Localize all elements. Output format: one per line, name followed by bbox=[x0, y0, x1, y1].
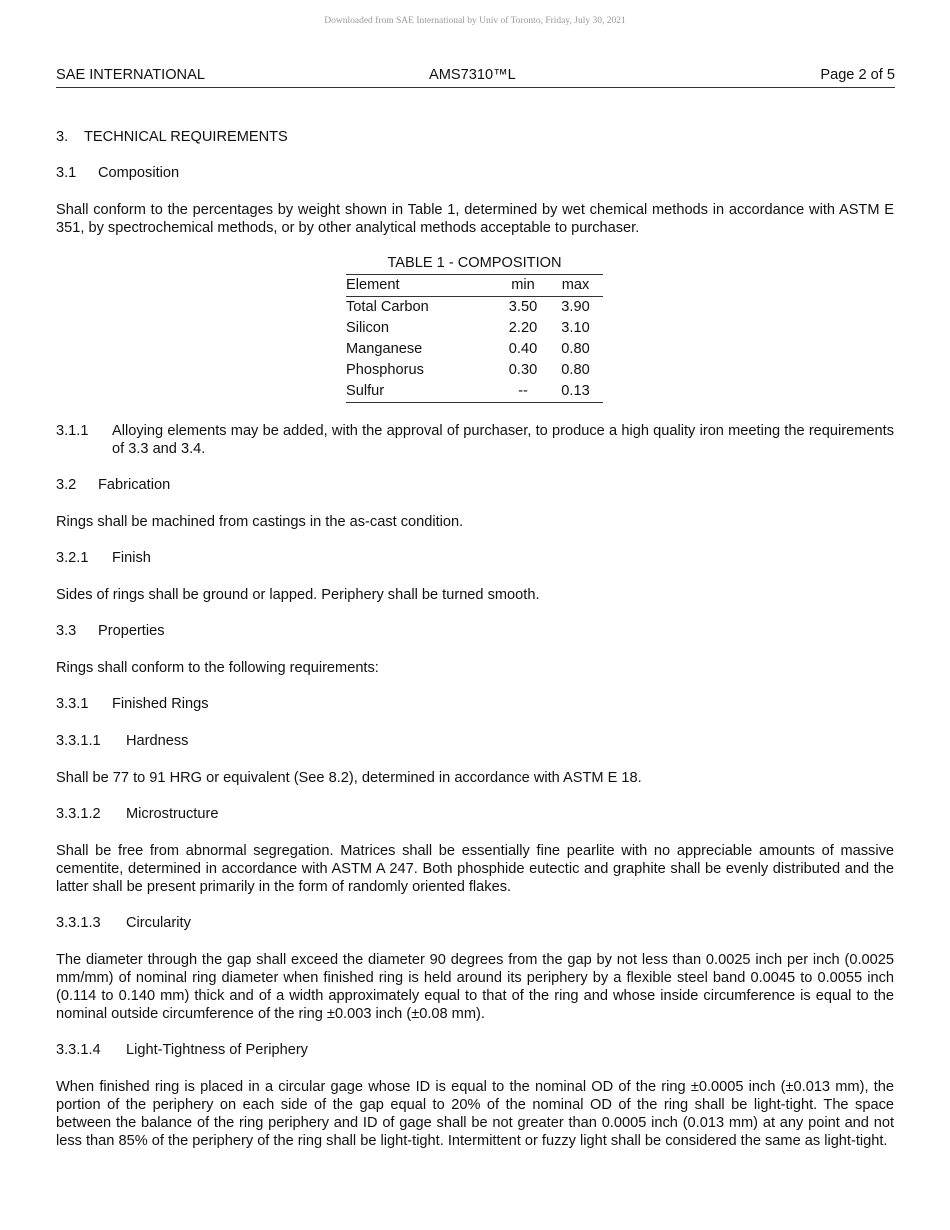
cell-min: 0.40 bbox=[508, 341, 538, 357]
section-number: 3.3 bbox=[56, 623, 77, 639]
column-header-min: min bbox=[511, 277, 535, 293]
cell-min: 0.30 bbox=[508, 362, 538, 378]
section-title: Microstructure bbox=[126, 806, 219, 822]
section-title: Hardness bbox=[126, 733, 189, 749]
section-3-2-text: Rings shall be machined from castings in the as-cast condition. bbox=[56, 514, 464, 530]
section-number: 3.3.1.2 bbox=[56, 806, 101, 822]
table-row bbox=[346, 318, 603, 339]
header-document-id: AMS7310™L bbox=[429, 67, 516, 83]
cell-max: 0.80 bbox=[561, 341, 590, 357]
table-row bbox=[346, 297, 603, 319]
cell-max: 0.13 bbox=[561, 383, 590, 399]
section-number: 3.3.1 bbox=[56, 696, 89, 712]
page-header bbox=[56, 67, 895, 88]
section-3-3-1-4-heading bbox=[56, 1041, 894, 1059]
cell-element: Sulfur bbox=[346, 383, 385, 399]
section-3-3-1-3-heading bbox=[56, 914, 894, 932]
section-3-3-text: Rings shall conform to the following requirements: bbox=[56, 660, 379, 676]
section-3-3-1-3-text: The diameter through the gap shall exceed the diameter 90 degrees from the gap by not less than 0.0025 inch per inch (0.0025 mm/mm) of nominal ring diameter when finished ring is held around its periphery by a flexible steel band 0.0045 to 0.0055 inch (0.114 to 0.140 mm) thick and of a width approximately equal to that of the ring and whose inside circumference is equal to the nominal outside circumference of the ring ±0.003 inch (±0.08 mm). bbox=[56, 952, 894, 1022]
section-title: Fabrication bbox=[98, 477, 171, 493]
cell-element: Manganese bbox=[346, 341, 423, 357]
section-3-1-1-text: Alloying elements may be added, with the approval of purchaser, to produce a high quality iron meeting the requirements of 3.3 and 3.4. bbox=[112, 423, 894, 457]
section-title: TECHNICAL REQUIREMENTS bbox=[84, 129, 288, 145]
section-title: Composition bbox=[98, 165, 180, 181]
table-row bbox=[346, 339, 603, 360]
section-number: 3.2 bbox=[56, 477, 77, 493]
section-title: Light-Tightness of Periphery bbox=[126, 1042, 308, 1058]
table-row bbox=[346, 381, 603, 403]
cell-max: 3.90 bbox=[561, 299, 590, 315]
section-3-2-1-heading bbox=[56, 549, 894, 567]
column-header-max: max bbox=[561, 277, 590, 293]
table-row bbox=[346, 360, 603, 381]
cell-min: 3.50 bbox=[508, 299, 538, 315]
cell-min: 2.20 bbox=[508, 320, 538, 336]
section-3-3-1-1-heading bbox=[56, 732, 894, 750]
document-body bbox=[56, 128, 894, 1150]
section-number: 3. bbox=[56, 129, 69, 145]
section-3-3-heading bbox=[56, 622, 894, 640]
section-3-1-1 bbox=[56, 422, 894, 458]
section-3-1-heading bbox=[56, 164, 894, 182]
section-title: Finished Rings bbox=[112, 696, 209, 712]
section-number: 3.3.1.1 bbox=[56, 733, 101, 749]
section-number: 3.1 bbox=[56, 165, 77, 181]
section-number: 3.2.1 bbox=[56, 550, 89, 566]
section-3-heading bbox=[56, 128, 894, 146]
header-organization: SAE INTERNATIONAL bbox=[56, 67, 205, 83]
section-title: Finish bbox=[112, 550, 151, 566]
cell-max: 0.80 bbox=[561, 362, 590, 378]
section-3-2-heading bbox=[56, 476, 894, 494]
section-3-3-1-heading bbox=[56, 695, 894, 713]
table-header-row bbox=[346, 275, 603, 297]
section-3-3-1-1-text: Shall be 77 to 91 HRG or equivalent (See 8.2), determined in accordance with ASTM E 18. bbox=[56, 770, 642, 786]
section-title: Circularity bbox=[126, 915, 191, 931]
composition-table bbox=[346, 254, 603, 403]
composition-table-grid bbox=[346, 274, 603, 403]
table-title: TABLE 1 - COMPOSITION bbox=[387, 255, 562, 271]
cell-element: Silicon bbox=[346, 320, 389, 336]
download-watermark: Downloaded from SAE International by Univ of Toronto, Friday, July 30, 2021 bbox=[324, 16, 626, 26]
cell-element: Phosphorus bbox=[346, 362, 424, 378]
section-number: 3.3.1.3 bbox=[56, 915, 101, 931]
column-header-element: Element bbox=[346, 277, 400, 293]
section-number: 3.1.1 bbox=[56, 423, 89, 439]
section-3-3-1-2-text: Shall be free from abnormal segregation. Matrices shall be essentially fine pearlite with no appreciable amounts of massive cementite, determined in accordance with ASTM A 247. Both phosphide eutectic and graphite shall be evenly distributed and the latter shall be present primarily in the form of randomly oriented flakes. bbox=[56, 843, 894, 895]
section-3-3-1-4-text: When finished ring is placed in a circular gage whose ID is equal to the nominal OD of the ring ±0.0005 inch (±0.013 mm), the portion of the periphery on each side of the gap equal to 20% of the nominal OD of the ring shall be light-tight. The space between the balance of the ring periphery and ID of gage shall be not greater than 0.0005 inch (0.013 mm) at any point and not less than 85% of the periphery of the ring shall be light-tight. Intermittent or fuzzy light shall be considered the same as light-tight. bbox=[56, 1079, 894, 1149]
section-number: 3.3.1.4 bbox=[56, 1042, 101, 1058]
cell-max: 3.10 bbox=[561, 320, 590, 336]
section-3-2-1-text: Sides of rings shall be ground or lapped. Periphery shall be turned smooth. bbox=[56, 587, 540, 603]
section-title: Properties bbox=[98, 623, 165, 639]
section-3-1-text: Shall conform to the percentages by weight shown in Table 1, determined by wet chemical methods in accordance with ASTM E 351, by spectrochemical methods, or by other analytical methods acceptable to purchaser. bbox=[56, 202, 894, 236]
cell-element: Total Carbon bbox=[346, 299, 429, 315]
section-3-3-1-2-heading bbox=[56, 805, 894, 823]
cell-min: -- bbox=[518, 383, 528, 399]
header-page-number: Page 2 of 5 bbox=[820, 67, 895, 83]
